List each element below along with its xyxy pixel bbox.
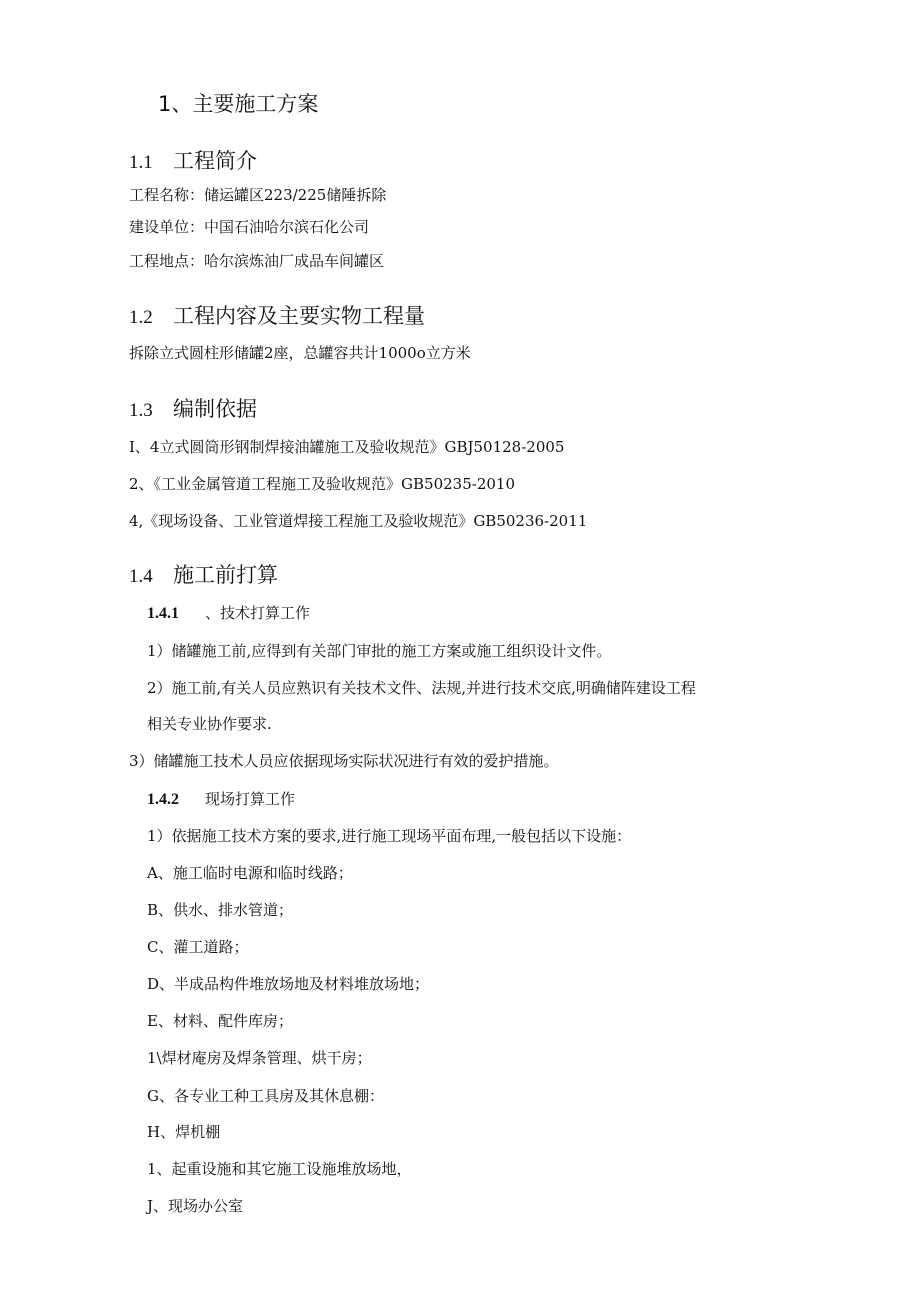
content-text: 拆除立式圆柱形储罐2座，总罐容共计1000o立方米 (129, 344, 471, 362)
section-heading-1-4 (129, 559, 278, 589)
list-item: 1\焊材庵房及焊条管理、烘干房； (147, 1049, 372, 1067)
subsection-heading-1-4-1 (147, 602, 310, 623)
section-number: 1.4 (129, 566, 153, 587)
list-item: A、施工临时电源和临时线路； (147, 864, 353, 882)
section-heading-1-3 (129, 393, 257, 423)
project-unit: 建设单位：中国石油哈尔滨石化公司 (129, 218, 370, 236)
project-site: 工程地点：哈尔滨炼油厂成品车间罐区 (129, 252, 385, 270)
project-name: 工程名称：储运罐区223/225储陲拆除 (129, 186, 387, 204)
list-item: C、灌工道路； (147, 938, 249, 956)
section-number: 1.3 (129, 400, 153, 421)
basis-item: I、4立式圆筒形钢制焊接油罐施工及验收规范》GBJ50128-2005 (129, 438, 565, 456)
subsection-number: 1.4.2 (147, 791, 179, 808)
section-title: 施工前打算 (173, 563, 278, 587)
section-heading-1-2 (129, 300, 425, 330)
list-item: 相关专业协作要求. (147, 715, 272, 733)
section-title: 工程简介 (173, 149, 257, 173)
list-item: D、半成品构件堆放场地及材料堆放场地； (147, 975, 430, 993)
list-item: 1）依据施工技术方案的要求,进行施工现场平面布理,一般包括以下设施： (147, 827, 632, 845)
subsection-title: 、技术打算工作 (205, 604, 311, 622)
section-number: 1.1 (129, 152, 153, 173)
document-title: 1、主要施工方案 (158, 92, 319, 116)
section-title: 工程内容及主要实物工程量 (173, 304, 425, 328)
basis-item: 2、《工业金属管道工程施工及验收规范》GB50235-2010 (129, 475, 516, 493)
list-item: 2）施工前,有关人员应熟识有关技术文件、法规,并进行技术交底,明确储阵建设工程 (147, 679, 696, 697)
subsection-heading-1-4-2 (147, 788, 295, 809)
section-number: 1.2 (129, 307, 153, 328)
section-title: 编制依据 (173, 397, 257, 421)
list-item: 1）储罐施工前,应得到有关部门审批的施工方案或施工组织设计文件。 (147, 642, 612, 660)
list-item: 1、起重设施和其它施工设施堆放场地， (147, 1160, 412, 1178)
list-item: 3）储罐施工技术人员应依据现场实际状况进行有效的爱护措施。 (129, 752, 559, 770)
list-item: J、现场办公室 (147, 1197, 244, 1215)
list-item: G、各专业工种工具房及其休息棚： (147, 1087, 384, 1105)
section-heading-1-1 (129, 145, 257, 175)
list-item: H、焊机棚 (147, 1123, 221, 1141)
list-item: B、供水、排水管道； (147, 901, 294, 919)
list-item: E、材料、配件库房； (147, 1012, 293, 1030)
subsection-number: 1.4.1 (147, 605, 179, 622)
subsection-title: 现场打算工作 (205, 790, 296, 808)
basis-item: 4,《现场设备、工业管道焊接工程施工及验收规范》GB50236-2011 (129, 512, 588, 530)
